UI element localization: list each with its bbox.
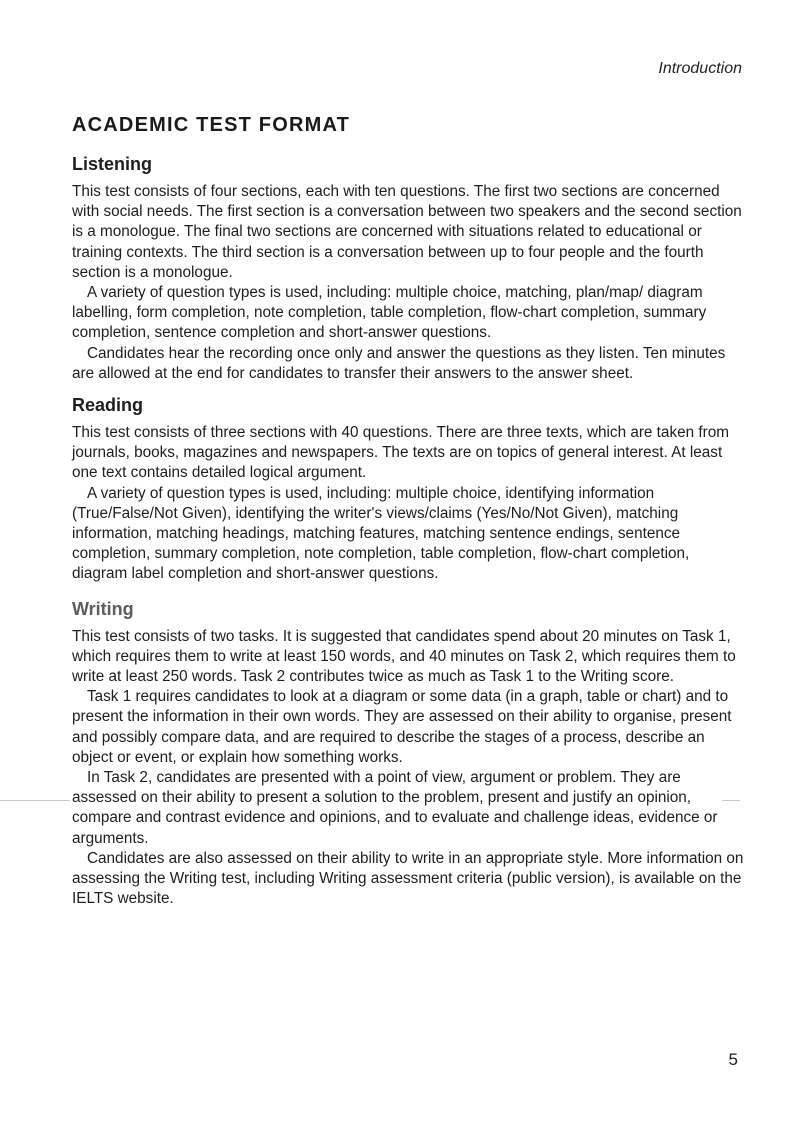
writing-paragraph: This test consists of two tasks. It is suggested that candidates spend about 20 minutes on Task 1, which requires them to write at least 150 words, and 40 minutes on Task 2, which requires them to write at least 250 words. Task 2 contributes twice as much as Task 1 to the Writing score. (72, 627, 736, 686)
scan-artifact-left (0, 800, 70, 801)
listening-paragraph: This test consists of four sections, each with ten questions. The first two sections are concerned with social needs. The first section is a conversation between two speakers and the second section is a monologue. The final two sections are concerned with situations related to educational or training contexts. The third section is a conversation between up to four people and the fourth section is a monologue. (72, 183, 742, 281)
reading-paragraph: This test consists of three sections with 40 questions. There are three texts, which are taken from journals, books, magazines and newspapers. The texts are on topics of general interest. At least one text contains detailed logical argument. (72, 424, 729, 482)
page-number: 5 (728, 1050, 738, 1069)
running-header: Introduction (658, 60, 742, 77)
section-heading-writing: Writing (72, 598, 134, 619)
section-heading-listening: Listening (72, 154, 152, 174)
scan-artifact-right (722, 800, 740, 801)
writing-paragraph: In Task 2, candidates are presented with a point of view, argument or problem. They are assessed on their ability to present a solution to the problem, present and justify an opinion, compare and contrast evidence and opinions, and to evaluate and challenge ideas, evidence or arguments. (72, 769, 718, 847)
section-reading (72, 393, 744, 585)
writing-paragraph: Task 1 requires candidates to look at a diagram or some data (in a graph, table or chart) and to present the information in their own words. They are assessed on their ability to organise, present and possibly compare data, and are required to describe the stages of a process, describe an object or event, or explain how something works. (72, 688, 732, 766)
listening-paragraph: A variety of question types is used, including: multiple choice, matching, plan/map/ diagram labelling, form completion, note completion, table completion, flow-chart completion, summary completion, sentence completion and short-answer questions. (72, 284, 707, 342)
section-listening (72, 152, 744, 384)
writing-paragraph: Candidates are also assessed on their ability to write in an appropriate style. More information on assessing the Writing test, including Writing assessment criteria (public version), is available on the IELTS website. (72, 849, 744, 908)
section-writing (72, 597, 744, 910)
page-body (72, 152, 744, 910)
listening-paragraph: Candidates hear the recording once only and answer the questions as they listen. Ten minutes are allowed at the end for candidates to transfer their answers to the answer sheet. (72, 344, 726, 382)
section-heading-reading: Reading (72, 395, 144, 416)
page-title: ACADEMIC TEST FORMAT (72, 114, 351, 136)
reading-paragraph: A variety of question types is used, including: multiple choice, identifying information (True/False/Not Given), identifying the writer's views/claims (Yes/No/Not Given), matching information, matching headings, matching features, matching sentence endings, sentence completion, summary completion, note completion, table completion, flow-chart completion, diagram label completion and short-answer questions. (72, 484, 690, 583)
